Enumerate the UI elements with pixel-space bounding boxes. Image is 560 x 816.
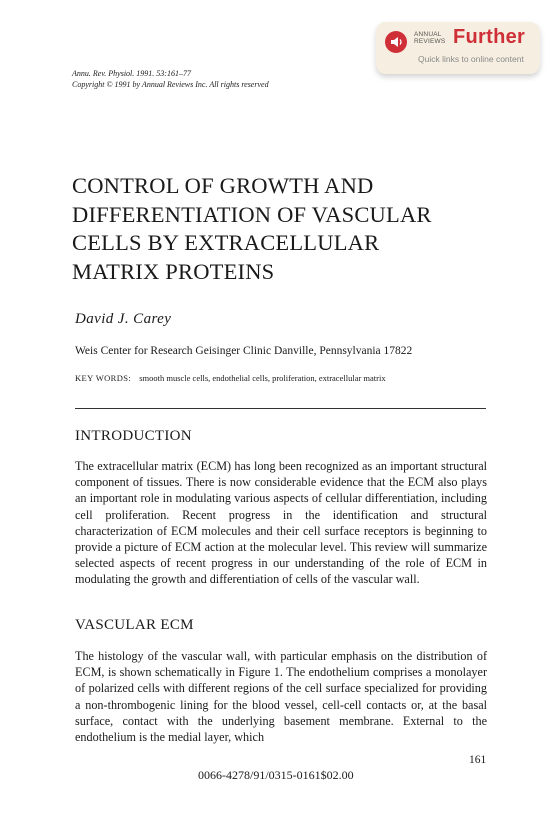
speaker-icon xyxy=(385,31,407,53)
brand-line-annual: ANNUAL xyxy=(414,31,442,38)
copyright-price-code: 0066-4278/91/0315-0161$02.00 xyxy=(198,768,354,782)
introduction-paragraph: The extracellular matrix (ECM) has long been recognized as an important structural component of tissues. There is now considerable evidence that the ECM also plays an important role in modulating various aspects of cellular differentiation, including cell proliferation. Recent progress in the identification and structural characterization of ECM molecules and their cell surface receptors is beginning to provide a picture of ECM action at the molecular level. This review will summarize selected aspects of recent progress in our understanding of the role of ECM in modulating the growth and differentiation of cells of the vascular wall. xyxy=(75,459,487,587)
page-number: 161 xyxy=(469,754,487,766)
article-title xyxy=(72,172,432,286)
brand-line-reviews: REVIEWS xyxy=(414,38,446,45)
author-affiliation: Weis Center for Research Geisinger Clinic Danville, Pennsylvania 17822 xyxy=(75,345,413,357)
vascular-ecm-paragraph: The histology of the vascular wall, with particular emphasis on the distribution of ECM, is shown schematically in Figure 1. The endothelium comprises a monolayer of polarized cells with different regions of the cell surface specialized for providing a non-thrombogenic lining for the blood vessel, cell-cell contacts or, at the basal surface, contact with the underlying basement membrane. External to the endothelium is the medial layer, which xyxy=(75,649,487,745)
annual-reviews-logo-text xyxy=(414,31,454,45)
title-line: MATRIX PROTEINS xyxy=(72,258,275,284)
keywords-line xyxy=(75,373,386,383)
citation-line-copyright: Copyright © 1991 by Annual Reviews Inc. All rights reserved xyxy=(72,79,269,89)
further-subtitle: Quick links to online content xyxy=(418,54,524,64)
further-label: Further xyxy=(453,26,526,48)
section-heading-vascular-ecm: VASCULAR ECM xyxy=(75,617,194,633)
title-line: CONTROL OF GROWTH AND xyxy=(72,173,374,198)
citation-line-journal: Annu. Rev. Physiol. 1991. 53:161–77 xyxy=(72,69,191,78)
section-divider xyxy=(75,408,486,409)
title-line: CELLS BY EXTRACELLULAR xyxy=(72,230,380,255)
keywords-value: smooth muscle cells, endothelial cells, proliferation, extracellular matrix xyxy=(139,373,386,383)
keywords-label: KEY WORDS: xyxy=(75,373,132,383)
journal-citation xyxy=(72,69,269,90)
annual-reviews-further-badge[interactable] xyxy=(376,22,540,74)
author-name: David J. Carey xyxy=(75,311,172,327)
title-line: DIFFERENTIATION OF VASCULAR xyxy=(72,201,432,227)
section-heading-introduction: INTRODUCTION xyxy=(75,428,192,444)
